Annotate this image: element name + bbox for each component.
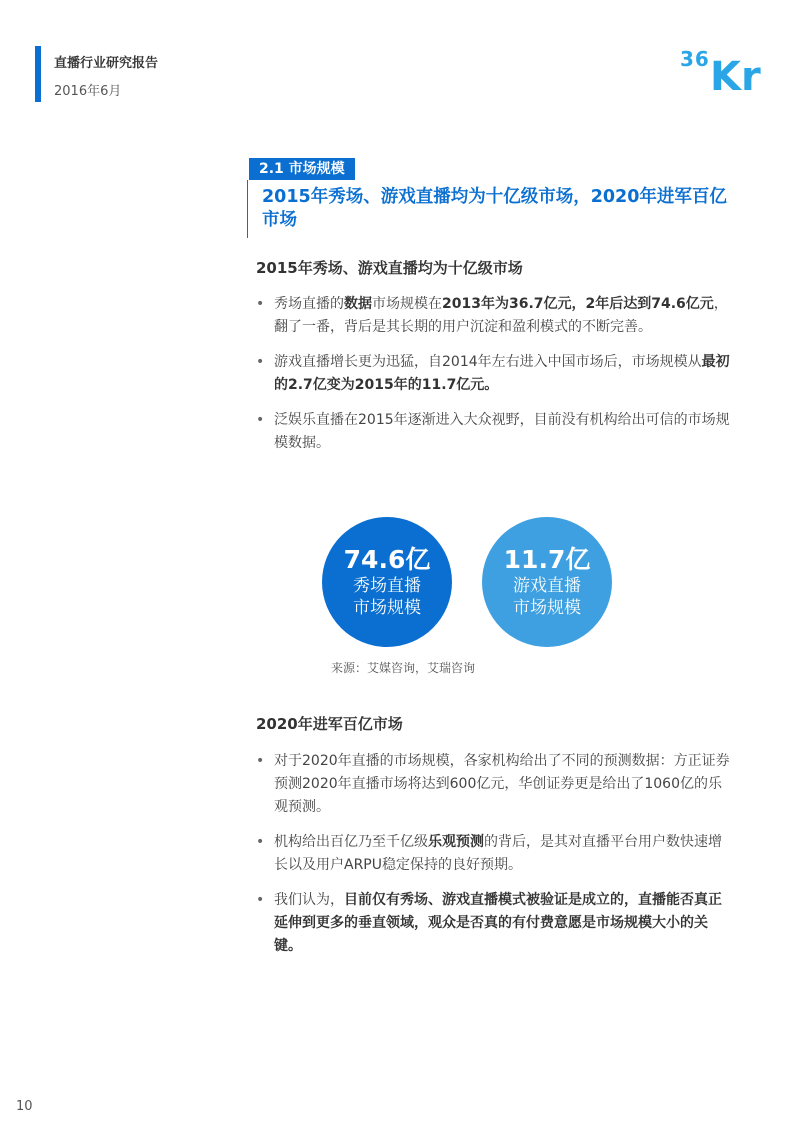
bullet-text: 秀场直播的 — [274, 296, 344, 312]
report-title: 直播行业研究报告 — [54, 56, 159, 71]
bullet-text-bold: 最初的2.7亿变为2015年的11.7亿元。 — [274, 354, 730, 393]
stat-value: 74.6亿 — [343, 545, 431, 574]
svg-text:36: 36 — [680, 47, 710, 71]
bullet-text-bold: 乐观预测 — [428, 834, 484, 850]
page-number: 10 — [16, 1099, 33, 1114]
bullet-text: 我们认为， — [274, 892, 344, 908]
svg-text:Kr: Kr — [710, 54, 761, 94]
stat-circle-game — [482, 517, 612, 647]
stat-label: 市场规模 — [353, 598, 421, 618]
stat-value: 11.7亿 — [503, 545, 591, 574]
report-date: 2016年6月 — [54, 84, 122, 99]
bullet-text: 游戏直播增长更为迅猛，自2014年左右进入中国市场后，市场规模从 — [274, 354, 702, 370]
bullet-item — [256, 889, 731, 958]
subheading-2015: 2015年秀场、游戏直播均为十亿级市场 — [256, 259, 523, 277]
header-accent-bar — [35, 46, 41, 102]
bullet-text: 市场规模在 — [372, 296, 442, 312]
bullet-item — [256, 831, 731, 877]
section-divider — [247, 180, 248, 238]
stat-label: 游戏直播 — [513, 576, 581, 596]
section-tag: 2.1 市场规模 — [249, 158, 355, 180]
section-title: 2015年秀场、游戏直播均为十亿级市场，2020年进军百亿市场 — [262, 187, 727, 230]
bullet-text: 机构给出百亿乃至千亿级 — [274, 834, 428, 850]
bullet-text-bold: 数据 — [344, 296, 372, 312]
bullet-item — [256, 293, 731, 339]
bullet-list-2015 — [256, 293, 731, 467]
bullet-text: 泛娱乐直播在2015年逐渐进入大众视野，目前没有机构给出可信的市场规模数据。 — [274, 412, 730, 451]
bullet-text: 对于2020年直播的市场规模，各家机构给出了不同的预测数据：方正证券预测2020年直播市场将达到600亿元，华创证券更是给出了1060亿的乐观预测。 — [274, 753, 730, 815]
stat-label: 市场规模 — [513, 598, 581, 618]
stat-label: 秀场直播 — [353, 576, 421, 596]
bullet-list-2020 — [256, 750, 731, 970]
bullet-text: 的背后，是其对直播平台用户数快速增长以及用户ARPU稳定保持的良好预期。 — [274, 834, 722, 873]
bullet-item — [256, 409, 731, 455]
36kr-logo — [678, 42, 768, 94]
subheading-2020: 2020年进军百亿市场 — [256, 715, 403, 733]
bullet-item — [256, 750, 731, 819]
bullet-text-bold: 目前仅有秀场、游戏直播模式被验证是成立的，直播能否真正延伸到更多的垂直领域，观众是否真的有付费意愿是市场规模大小的关键。 — [274, 892, 722, 954]
stat-circle-show — [322, 517, 452, 647]
bullet-text: ，翻了一番，背后是其长期的用户沉淀和盈利模式的不断完善。 — [274, 296, 728, 335]
bullet-text-bold: 2013年为36.7亿元，2年后达到74.6亿元 — [442, 296, 714, 312]
source-note: 来源：艾媒咨询，艾瑞咨询 — [331, 661, 476, 675]
bullet-item — [256, 351, 731, 397]
